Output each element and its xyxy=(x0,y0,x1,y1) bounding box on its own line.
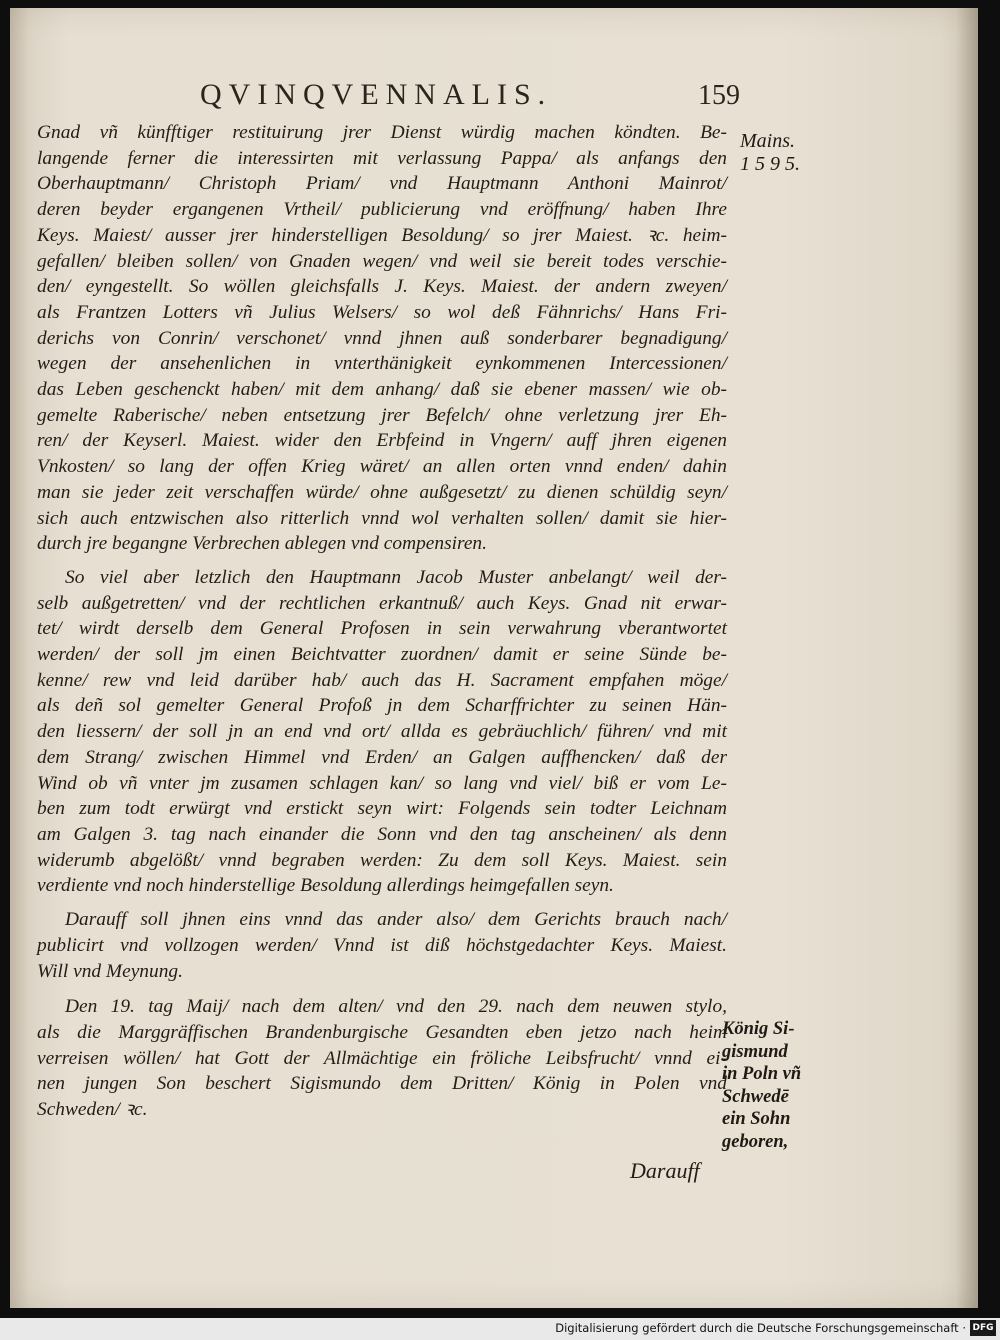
text-line: Vnkosten/ so lang der offen Krieg wäret/ an allen orten vnnd enden/ dahin xyxy=(37,456,727,478)
text-line: selb außgetretten/ vnd der rechtlichen erkantnuß/ auch Keys. Gnad nit erwar- xyxy=(37,592,727,614)
text-line: langende ferner die interessirten mit verlassung Pappa/ als anfangs den xyxy=(37,147,727,169)
text-line: Will vnd Meynung. xyxy=(37,960,183,982)
text-line: den/ eyngestellt. So wöllen gleichsfalls J. Keys. Maiest. der andern zweyen/ xyxy=(37,276,727,298)
text-line: Darauff soll jhnen eins vnnd das ander also/ dem Gerichts brauch nach/ xyxy=(65,909,727,931)
margin-note-line: König Si- xyxy=(722,1019,795,1039)
text-line: wegen der ansehenlichen in vnterthänigkeit eynkommenen Intercessionen/ xyxy=(37,353,727,375)
text-line: werden/ der soll jm einen Beichtvatter zuordnen/ damit er seine Sünde be- xyxy=(37,644,727,666)
catchword: Darauff xyxy=(630,1158,700,1183)
text-line: kenne/ rew vnd leid darüber hab/ auch das H. Sacrament empfahen möge/ xyxy=(37,669,727,691)
text-line: derichs von Conrin/ verschonet/ vnnd jhnen auß sonderbarer begnadigung/ xyxy=(37,327,727,349)
text-line: den liessern/ der soll jn an end vnd ort/ allda es gebräuchlich/ führen/ vnd mit xyxy=(37,721,727,743)
paragraph-gap xyxy=(37,899,727,907)
margin-note-line: 1 5 9 5. xyxy=(740,153,800,175)
margin-note-line: Schwedē xyxy=(722,1086,789,1107)
page-number: 159 xyxy=(698,80,740,111)
text-line: als Frantzen Lotters vñ Julius Welsers/ so wol deß Fähnrichs/ Hans Fri- xyxy=(37,301,727,323)
text-line: als deñ sol gemelter General Profoß jn dem Scharffrichter zu seinen Hän- xyxy=(37,695,727,717)
text-line: Gnad vñ künfftiger restituirung jrer Dienst würdig machen köndten. Be- xyxy=(37,122,727,143)
page-edge-shadow xyxy=(956,8,978,1308)
body-text xyxy=(37,120,727,1123)
text-line: gemelte Raberische/ neben entsetzung jrer Befelch/ ohne verletzung jrer Eh- xyxy=(37,404,727,426)
footer-bar xyxy=(0,1318,1000,1340)
text-line: publicirt vnd vollzogen werden/ Vnnd ist diß höchstgedachter Keys. Maiest. xyxy=(37,934,727,956)
margin-note-place-year xyxy=(740,130,800,176)
text-line: man sie jeder zeit verschaffen würde/ ohne außgesetzt/ zu dienen schüldig seyn/ xyxy=(37,481,727,503)
text-line: dem Strang/ zwischen Himmel vnd Erden/ an Galgen auffhencken/ daß der xyxy=(37,746,727,768)
text-line: tet/ wirdt derselb dem General Profosen in sein verwahrung vberantwortet xyxy=(37,618,727,640)
text-line: das Leben geschenckt haben/ mit dem anhang/ daß sie ebener massen/ wie ob- xyxy=(37,379,727,401)
text-line: durch jre begangne Verbrechen ablegen vnd compensiren. xyxy=(37,533,487,555)
paragraph-gap xyxy=(37,984,727,994)
margin-note-line: in Poln vñ xyxy=(722,1064,802,1084)
text-line: gefallen/ bleiben sollen/ von Gnaden wegen/ vnd weil sie bereit todes verschie- xyxy=(37,250,727,272)
running-head: QVINQVENNALIS. xyxy=(200,78,553,111)
funding-credit: Digitalisierung gefördert durch die Deutsche Forschungsgemeinschaft · xyxy=(555,1321,966,1335)
dfg-logo-icon: DFG xyxy=(970,1320,996,1336)
text-line: verdiente vnd noch hinderstellige Besoldung allerdings heimgefallen seyn. xyxy=(37,875,614,897)
text-line: als die Marggräffischen Brandenburgische Gesandten eben jetzo nach heim xyxy=(37,1021,727,1043)
paragraph-gap xyxy=(37,557,727,565)
text-line: deren beyder ergangenen Vrtheil/ publicierung vnd eröffnung/ haben Ihre xyxy=(37,199,727,221)
text-line: ben zum todt erwürgt vnd erstickt seyn wirt: Folgends sein todter Leichnam xyxy=(37,798,727,820)
text-line: Keys. Maiest/ ausser jrer hinderstelligen Besoldung/ so jrer Maiest. ꝛc. heim- xyxy=(37,224,727,246)
text-line: ren/ der Keyserl. Maiest. wider den Erbfeind in Vngern/ auff jhren eigenen xyxy=(37,430,727,452)
text-line: Wind ob vñ vnter jm zusamen schlagen kan/ so lang vnd viel/ biß er vom Le- xyxy=(37,772,727,794)
text-line: am Galgen 3. tag nach einander die Sonn vnd den tag anscheinen/ als denn xyxy=(37,823,727,845)
text-line: nen jungen Son beschert Sigismundo dem Dritten/ König in Polen vnd xyxy=(37,1073,727,1095)
margin-note-king-sigismund xyxy=(722,1018,801,1153)
text-line: Schweden/ ꝛc. xyxy=(37,1099,148,1121)
text-line: So viel aber letzlich den Hauptmann Jacob Muster anbelangt/ weil der- xyxy=(65,566,727,588)
margin-note-line: Mains. xyxy=(740,130,795,152)
text-line: Den 19. tag Maij/ nach dem alten/ vnd den 29. nach dem neuwen stylo, xyxy=(65,996,727,1018)
margin-note-line: gismund xyxy=(722,1041,788,1062)
text-line: sich auch entzwischen also ritterlich vnnd wol verhalten sollen/ damit sie hier- xyxy=(37,507,727,529)
margin-note-line: ein Sohn xyxy=(722,1109,791,1129)
text-line: widerumb abgelößt/ vnnd begraben werden: Zu dem soll Keys. Maiest. sein xyxy=(37,849,727,871)
text-line: verreisen wöllen/ hat Gott der Allmächtige ein fröliche Leibsfrucht/ vnnd ei- xyxy=(37,1047,727,1069)
text-line: Oberhauptmann/ Christoph Priam/ vnd Hauptmann Anthoni Mainrot/ xyxy=(37,173,727,195)
margin-note-line: geboren, xyxy=(722,1131,789,1152)
page-header xyxy=(200,78,740,112)
book-page xyxy=(10,8,978,1308)
